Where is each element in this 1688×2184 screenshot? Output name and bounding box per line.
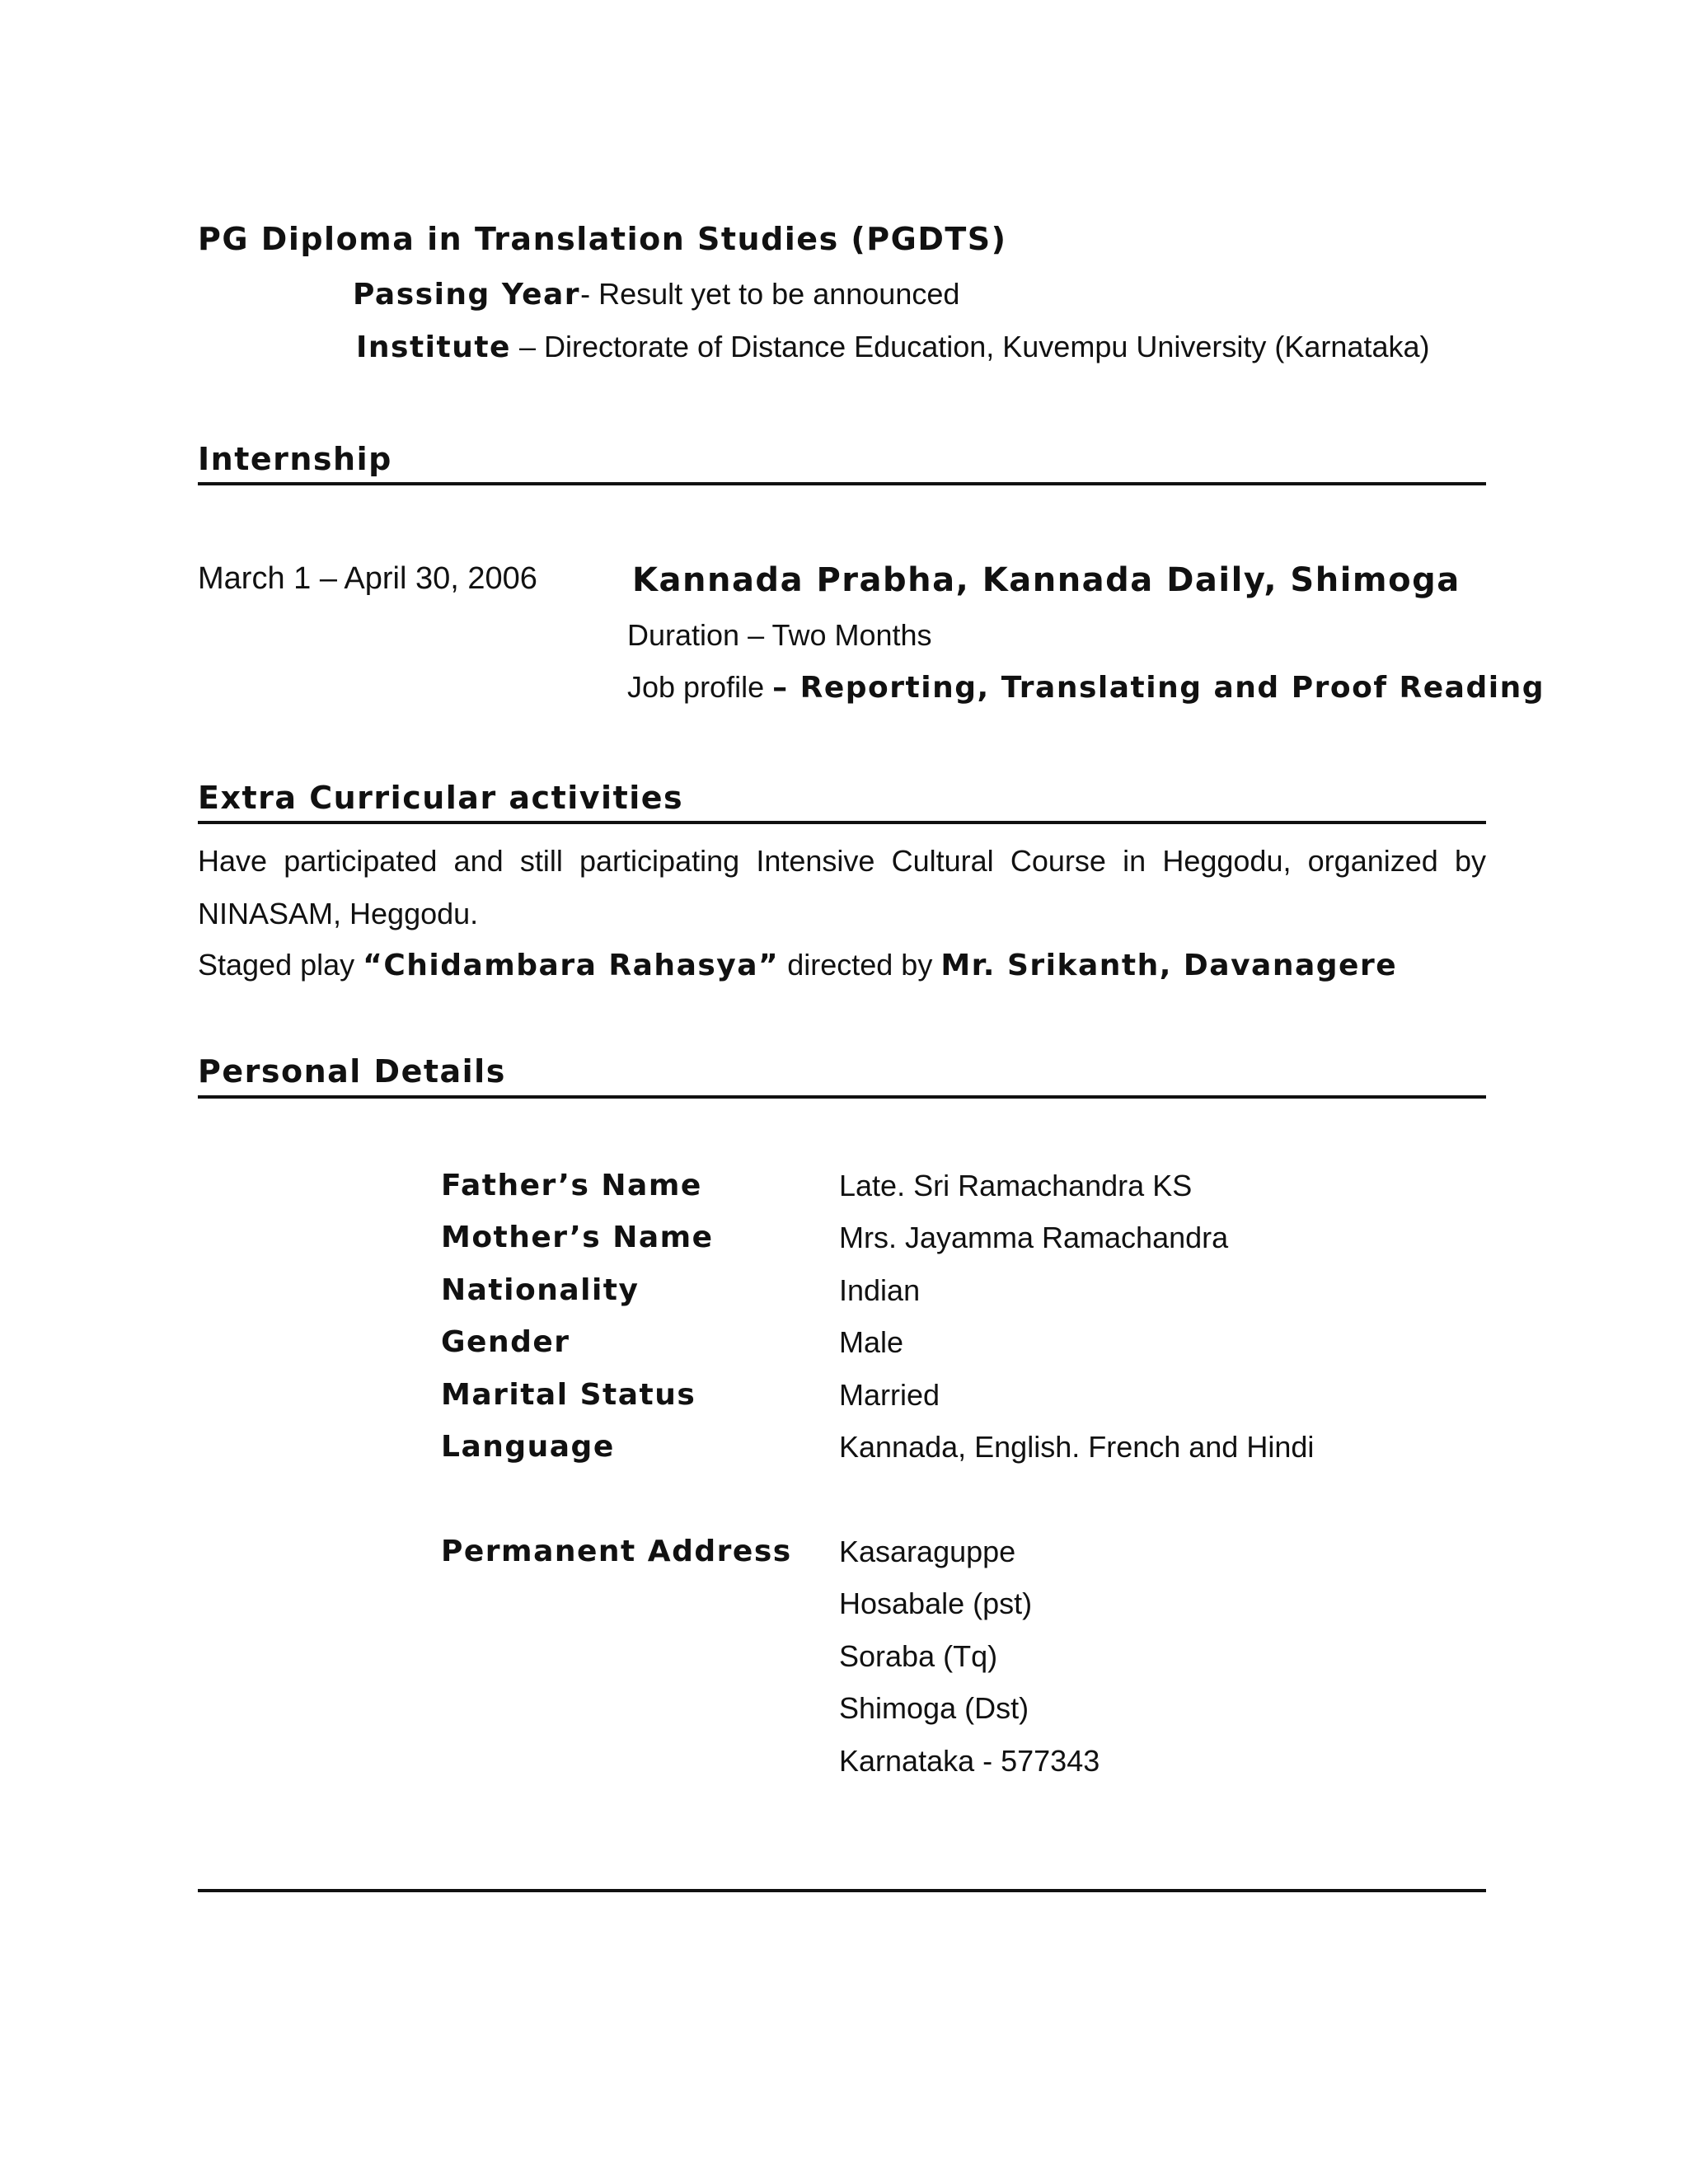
language-label: Language	[441, 1430, 615, 1464]
staged-play-line	[198, 948, 1397, 982]
permanent-address-label: Permanent Address	[441, 1535, 792, 1568]
passing-year-value: - Result yet to be announced	[580, 277, 960, 311]
gender-value: Male	[839, 1325, 904, 1359]
internship-heading: Internship	[198, 441, 392, 477]
institute-line	[356, 330, 1429, 364]
address-line: Kasaraguppe	[839, 1535, 1016, 1568]
internship-job-profile	[627, 670, 1545, 705]
extra-paragraph-line2: NINASAM, Heggodu.	[198, 897, 479, 930]
marital-status-label: Marital Status	[441, 1378, 696, 1412]
nationality-label: Nationality	[441, 1273, 640, 1307]
mother-name-label: Mother’s Name	[441, 1221, 714, 1254]
institute-label: Institute	[356, 330, 511, 364]
pgdts-title: PG Diploma in Translation Studies (PGDTS)	[198, 221, 1007, 257]
job-profile-value: – Reporting, Translating and Proof Reading	[772, 671, 1545, 705]
address-line: Shimoga (Dst)	[839, 1691, 1029, 1725]
director-name: Mr. Srikanth, Davanagere	[940, 949, 1398, 982]
directed-by-text: directed by	[779, 948, 941, 982]
address-line: Soraba (Tq)	[839, 1639, 998, 1673]
address-line: Hosabale (pst)	[839, 1586, 1033, 1620]
passing-year-line	[353, 277, 959, 312]
staged-play-prefix: Staged play	[198, 948, 363, 982]
gender-label: Gender	[441, 1325, 570, 1359]
language-value: Kannada, English. French and Hindi	[839, 1430, 1315, 1464]
bottom-rule	[198, 1889, 1486, 1892]
address-line: Karnataka - 577343	[839, 1744, 1100, 1778]
personal-details-heading: Personal Details	[198, 1053, 506, 1090]
passing-year-label: Passing Year	[353, 278, 581, 312]
internship-organization: Kannada Prabha, Kannada Daily, Shimoga	[632, 561, 1461, 599]
play-title: “Chidambara Rahasya”	[363, 949, 780, 982]
father-name-value: Late. Sri Ramachandra KS	[839, 1169, 1193, 1202]
internship-rule	[198, 482, 1486, 485]
internship-duration: Duration – Two Months	[627, 618, 932, 652]
mother-name-value: Mrs. Jayamma Ramachandra	[839, 1221, 1229, 1254]
father-name-label: Father’s Name	[441, 1169, 702, 1202]
marital-status-value: Married	[839, 1378, 940, 1412]
institute-value: – Directorate of Distance Education, Kuvempu University (Karnataka)	[510, 330, 1430, 363]
nationality-value: Indian	[839, 1273, 921, 1307]
extra-curricular-rule	[198, 821, 1486, 824]
extra-paragraph-line1: Have participated and still participating Intensive Cultural Course in Heggodu, organized by	[198, 844, 1486, 878]
job-profile-label: Job profile	[627, 670, 773, 704]
internship-dates: March 1 – April 30, 2006	[198, 561, 537, 596]
extra-curricular-heading: Extra Curricular activities	[198, 780, 684, 816]
personal-details-rule	[198, 1095, 1486, 1099]
